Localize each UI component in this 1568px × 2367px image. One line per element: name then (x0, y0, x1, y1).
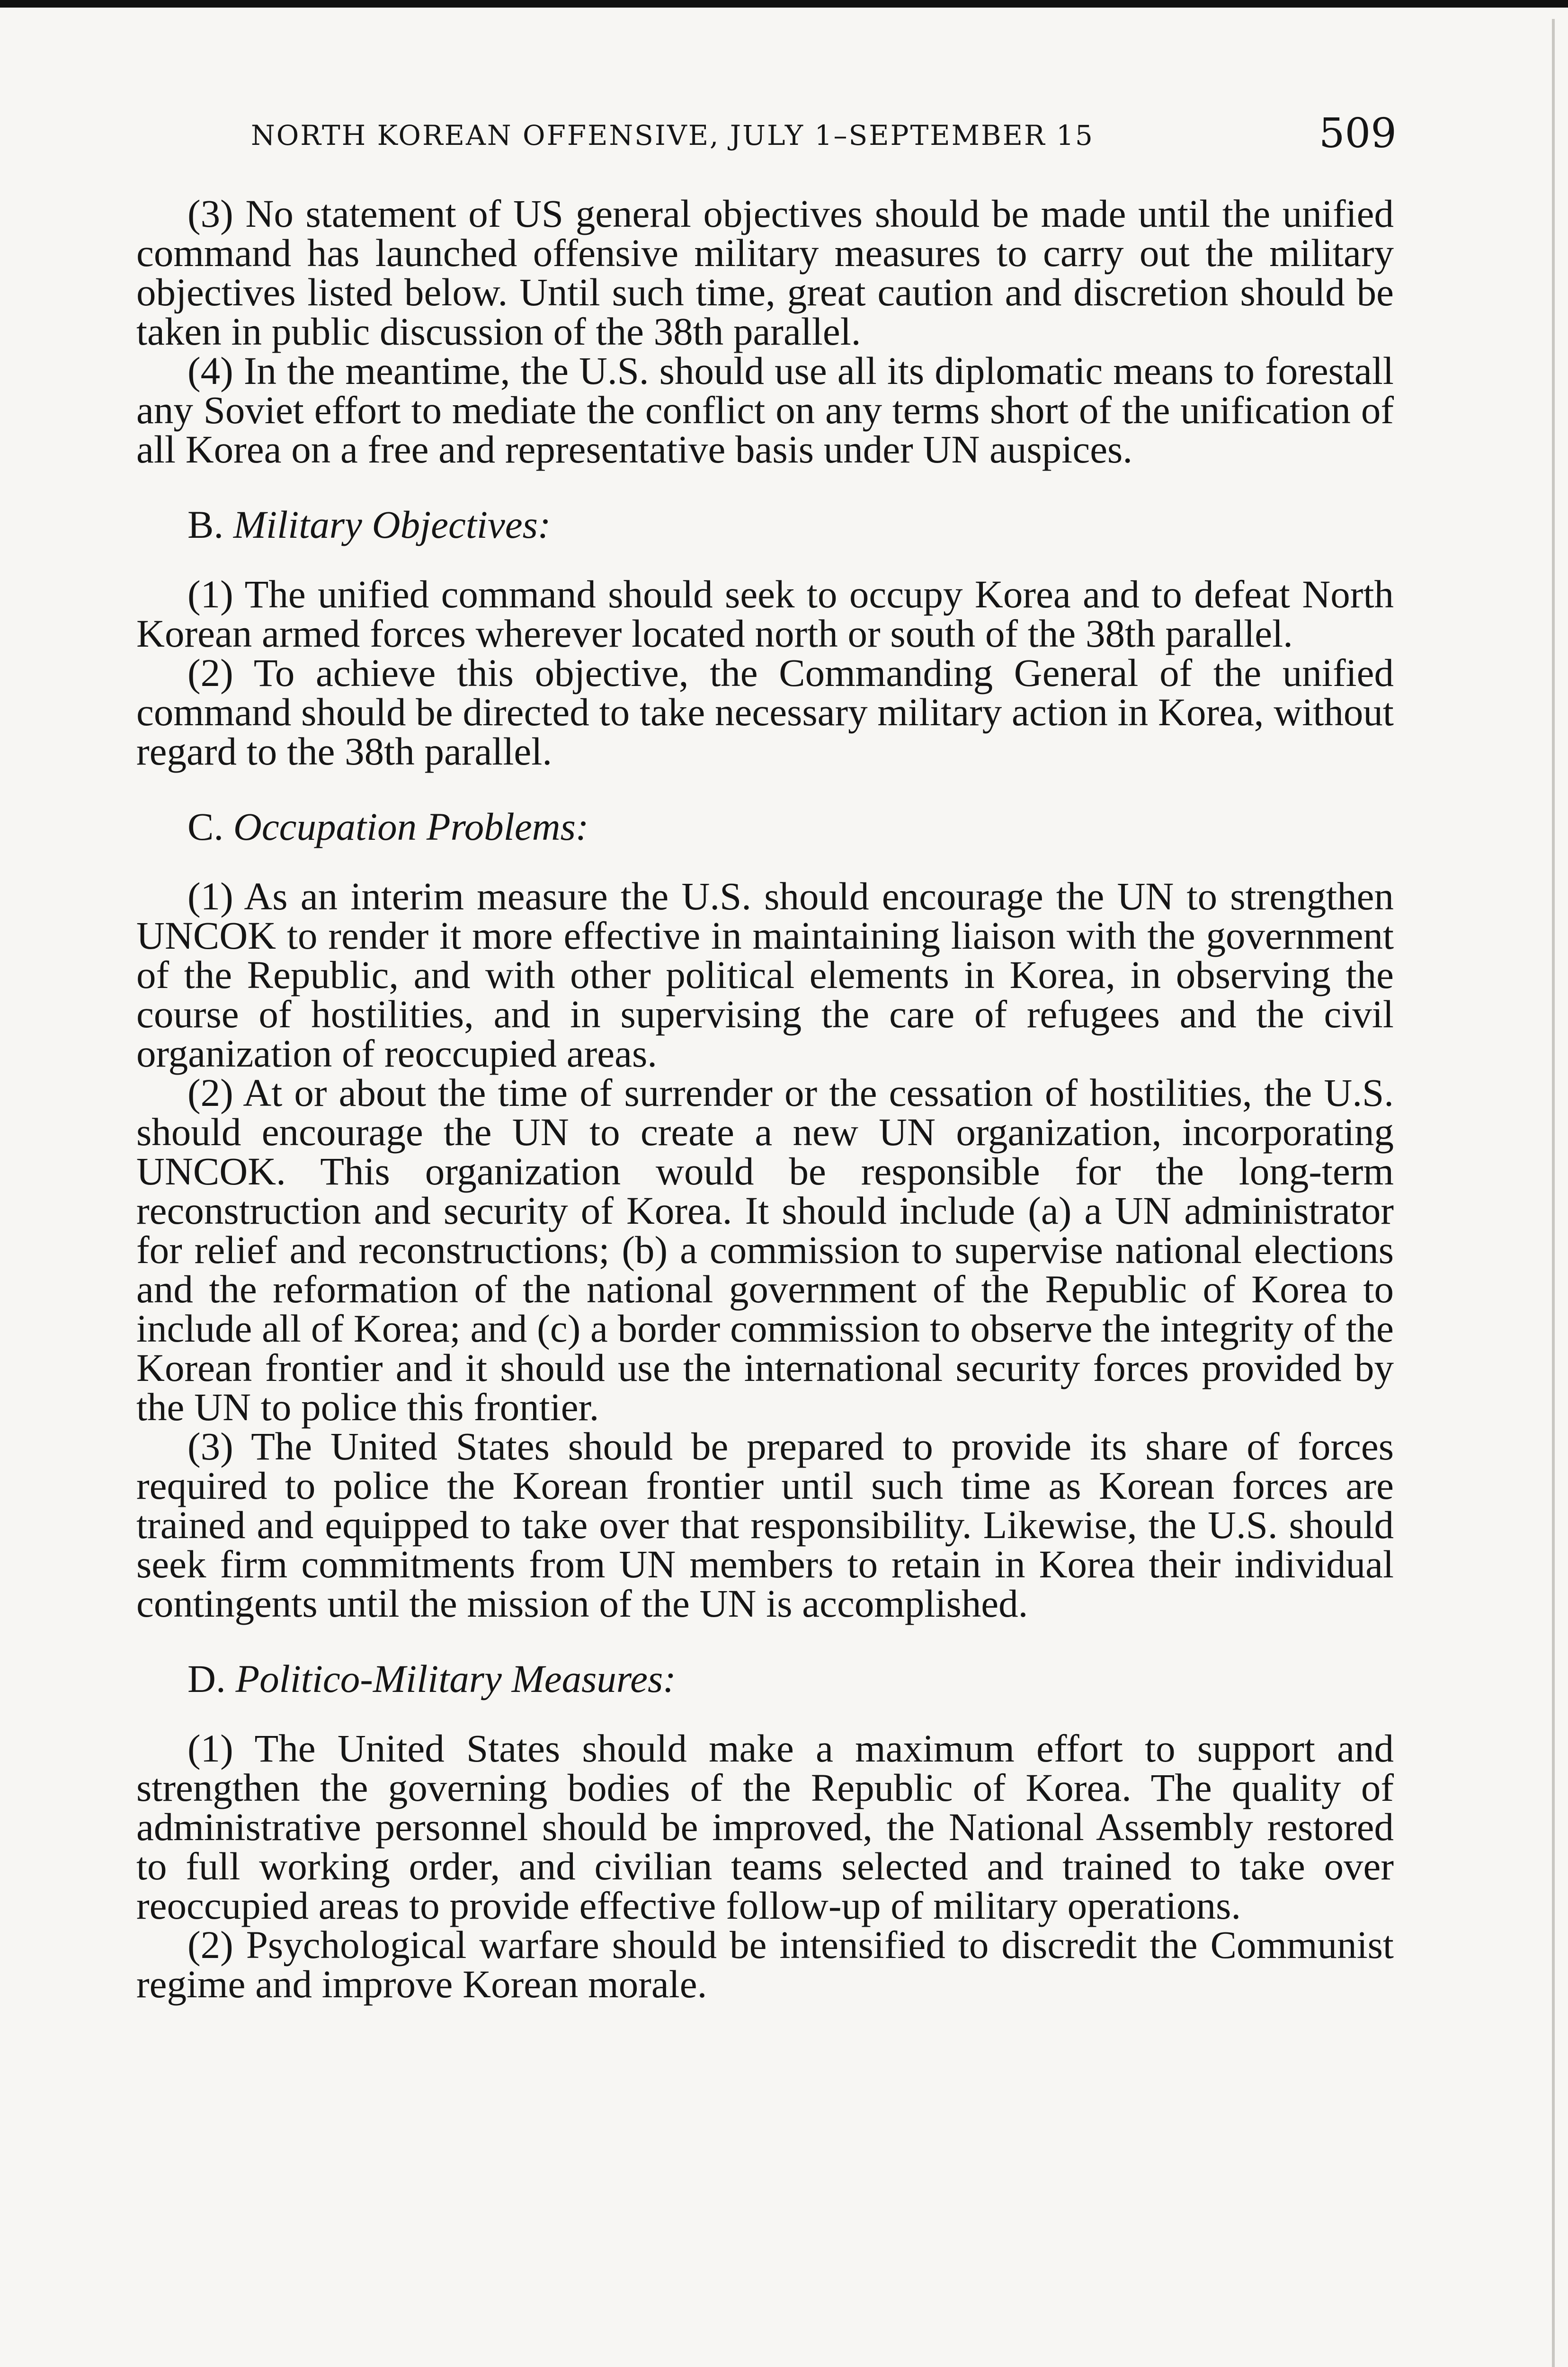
section-letter: C. (187, 805, 224, 848)
paragraph-c2: (2) At or about the time of surrender or the cessation of hostilities, the U.S. should encourage the UN to create a new UN organization, incorporating UNCOK. This organization would be responsible for the long-term reconstruction and security of Korea. It should include (a) a UN administrator for relief and reconstructions; (b) a commission to supervise national elections and the reformation of the national government of the Republic of Korea to include all of Korea; and (c) a border commission to observe the integrity of the Korean frontier and it should use the international security forces provided by the UN to police this frontier. (136, 1071, 1394, 1429)
paragraph-d1: (1) The United States should make a maximum effort to support and strengthen the governing bodies of the Republic of Korea. The quality of administrative personnel should be improved, the National Assembly restored to full working order, and civilian teams selected and trained to take over reoccupied areas to provide effective follow-up of military operations. (136, 1726, 1394, 1927)
section-heading-b (187, 505, 1394, 544)
running-header (251, 110, 1397, 157)
paragraph-c3: (3) The United States should be prepared to provide its share of forces required to police the Korean frontier until such time as Korean forces are trained and equipped to take over that responsibility. Likewise, the U.S. should seek firm commitments from UN members to retain in Korea their individual contingents until the mission of the UN is accomplished. (136, 1424, 1394, 1625)
section-heading-d (187, 1659, 1394, 1699)
section-title: Military Objectives: (233, 503, 551, 546)
paragraph-a4: (4) In the meantime, the U.S. should use all its diplomatic means to forestall any Soviet effort to mediate the conflict on any terms short of the unification of all Korea on a free and representative basis under UN auspices. (136, 349, 1394, 471)
document-body (136, 194, 1394, 2004)
paragraph-d2: (2) Psychological warfare should be intensified to discredit the Communist regime and improve Korean morale. (136, 1923, 1394, 2006)
page-edge-shadow (1552, 19, 1555, 2367)
paragraph-b2: (2) To achieve this objective, the Commanding General of the unified command should be directed to take necessary military action in Korea, without regard to the 38th parallel. (136, 651, 1394, 773)
section-letter: B. (187, 503, 224, 546)
paragraph-c1: (1) As an interim measure the U.S. should encourage the UN to strengthen UNCOK to render it more effective in maintaining liaison with the government of the Republic, and with other political elements in Korea, in observing the course of hostilities, and in supervising the care of refugees and the civil organization of reoccupied areas. (136, 874, 1394, 1075)
section-title: Occupation Problems: (233, 805, 589, 848)
section-letter: D. (187, 1657, 226, 1700)
section-title: Politico-Military Measures: (235, 1657, 676, 1700)
page-number: 509 (1319, 110, 1397, 157)
running-title: NORTH KOREAN OFFENSIVE, JULY 1–SEPTEMBER 15 (251, 119, 1094, 151)
section-heading-c (187, 807, 1394, 846)
top-border-rule (0, 0, 1568, 8)
paragraph-b1: (1) The unified command should seek to occupy Korea and to defeat North Korean armed forces wherever located north or south of the 38th parallel. (136, 572, 1394, 655)
paragraph-a3: (3) No statement of US general objectives should be made until the unified command has launched offensive military measures to carry out the military objectives listed below. Until such time, great caution and discretion should be taken in public discussion of the 38th parallel. (136, 192, 1394, 353)
